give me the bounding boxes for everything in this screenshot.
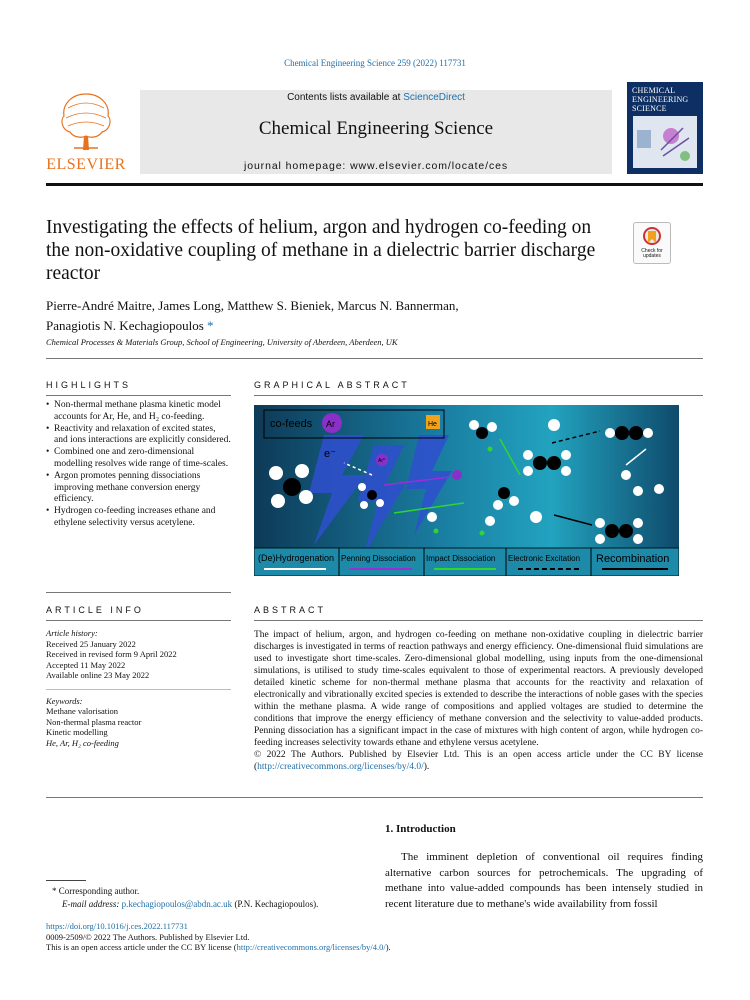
- section-heading: 1. Introduction: [385, 823, 456, 835]
- oa-license-link[interactable]: http://creativecommons.org/licenses/by/4.0/: [236, 942, 386, 952]
- history-label: Article history:: [46, 628, 98, 638]
- highlight-item: • Combined one and zero-dimensional modelling resolves wide range of time-scales.: [46, 447, 231, 471]
- legend-label: Recombination: [596, 553, 670, 565]
- divider: [46, 620, 231, 621]
- authors-line: [46, 316, 646, 336]
- doi-link[interactable]: https://doi.org/10.1016/j.ces.2022.117731: [46, 921, 188, 931]
- corresponding-author-mark[interactable]: *: [207, 318, 214, 333]
- legend-label: Impact Dissociation: [426, 554, 496, 563]
- license-prefix: © 2022 The Authors. Published by Elsevier Ltd. This is an open access article under the CC BY license (: [254, 750, 703, 772]
- issn-line: 0009-2509/© 2022 The Authors. Published by Elsevier Ltd.: [46, 931, 250, 942]
- divider: [46, 689, 231, 690]
- cofeeds-label: co-feeds: [270, 418, 313, 430]
- argon-ion: [452, 470, 462, 480]
- cover-title-line: CHEMICAL: [632, 86, 676, 95]
- open-access-line: [46, 942, 466, 953]
- legend-label: Penning Dissociation: [341, 554, 416, 563]
- highlight-item: • Non-thermal methane plasma kinetic model accounts for Ar, He, and H₂ co-feeding.: [46, 400, 231, 424]
- article-title-line: Investigating the effects of helium, argon and hydrogen co-feeding on: [46, 217, 592, 238]
- journal-name: Chemical Engineering Science: [258, 118, 494, 139]
- affiliation: Chemical Processes & Materials Group, School of Engineering, University of Aberdeen, Aberdeen, UK: [46, 337, 398, 347]
- footnote-email-line: [46, 898, 366, 911]
- highlight-item: • Hydrogen co-feeding increases ethane and ethylene selectivity versus acetylene.: [46, 506, 231, 530]
- highlights-list: [46, 400, 231, 530]
- abstract-heading: ABSTRACT: [254, 605, 327, 615]
- divider: [46, 395, 231, 396]
- highlight-item: • Argon promotes penning dissociations improving methane conversion energy efficiency.: [46, 471, 231, 506]
- history-item: Received in revised form 9 April 2022: [46, 649, 177, 659]
- homepage-prefix: journal homepage:: [243, 160, 351, 172]
- article-title-line: the non-oxidative coupling of methane in a dielectric barrier discharge: [46, 240, 596, 261]
- argon-ion-label: Ar*: [378, 458, 385, 464]
- electron-dot: [488, 447, 493, 452]
- history-item: Accepted 11 May 2022: [46, 659, 126, 670]
- oa-suffix: ).: [385, 942, 391, 952]
- elsevier-logo: [46, 86, 126, 176]
- electron-dot: [480, 531, 485, 536]
- keyword: Non-thermal plasma reactor: [46, 716, 142, 727]
- keyword: Kinetic modelling: [46, 727, 108, 737]
- license-link[interactable]: http://creativecommons.org/licenses/by/4.0/: [257, 762, 424, 772]
- divider: [46, 592, 231, 593]
- badge-text-line: Check for: [641, 248, 663, 254]
- footnote: [46, 885, 366, 910]
- oa-prefix: This is an open access article under the CC BY license (: [46, 942, 237, 952]
- electron-dot: [434, 529, 439, 534]
- article-title-line: reactor: [46, 263, 101, 284]
- divider: [46, 358, 703, 359]
- journal-cover-image: [627, 82, 703, 174]
- cover-title: [632, 86, 700, 113]
- contents-prefix: Contents lists available at: [287, 92, 404, 103]
- article-title: [46, 216, 626, 285]
- divider: [46, 797, 703, 798]
- keywords-label: Keywords:: [46, 695, 83, 706]
- divider: [254, 395, 703, 396]
- header-rule: [46, 183, 703, 186]
- cover-title-line: ENGINEERING: [632, 95, 689, 104]
- highlights-heading: HIGHLIGHTS: [46, 380, 132, 390]
- footnote-mark: *: [52, 886, 57, 896]
- bottom-info: [46, 921, 466, 953]
- footnote-rule: [46, 880, 86, 881]
- introduction-text: The imminent depletion of conventional oil requires finding alternative carbon sources for petrochemicals. The upgrading of methane into value-added compounds has been intensely studied in recent literature due to methane's wide availability from fossil: [385, 851, 703, 910]
- keyword: Methane valorisation: [46, 706, 118, 716]
- bookmark-icon: [643, 227, 661, 247]
- helium-label: He: [428, 421, 437, 428]
- cover-artwork-icon: [633, 116, 697, 168]
- abstract-text: The impact of helium, argon, and hydrogen co-feeding on methane non-oxidative coupling in dielectric barrier discharges is investigated in terms of reaction pathways and energy efficiency. One-dimensional fluid simulations are used to investigate short time-scales. Zero-dimensional global modelling, using inputs from the one-dimensional simulations, is utilised to study time-scales equivalent to those of experimental reactors. A previously developed detailed kinetic scheme for non-thermal methane plasma that accounts for the reactivity and relaxation of electronically and vibrationally excited species is extended to describe the interactions of noble gases with the species within the methane plasma. A wide range of compositions and applied voltages are studied to determine the conditions that improve the energy efficiency of methane conversion and the selectivity to value-added products. Penning dissociation has a significant impact in the case of mixtures with high content of argon, while hydrogen co-feeding increases selectivity towards ethane and ethylene versus acetylene.: [254, 630, 703, 748]
- badge-text: [634, 249, 670, 259]
- email-link[interactable]: p.kechagiopoulos@abdn.ac.uk: [121, 898, 233, 909]
- author-name: Panagiotis N. Kechagiopoulos: [46, 318, 204, 333]
- license-suffix: ).: [423, 762, 430, 772]
- contents-line: [140, 92, 612, 103]
- article-info-heading: ARTICLE INFO: [46, 605, 144, 615]
- divider: [254, 620, 703, 621]
- graphical-abstract-figure: [254, 405, 679, 576]
- journal-citation[interactable]: Chemical Engineering Science 259 (2022) 117731: [284, 58, 466, 68]
- email-suffix: (P.N. Kechagiopoulos).: [234, 898, 319, 909]
- badge-text-line: updates: [643, 253, 661, 259]
- cover-title-line: SCIENCE: [632, 104, 667, 113]
- article-info: [46, 628, 231, 748]
- electron-label: e⁻: [324, 448, 336, 460]
- abstract-license: [254, 749, 703, 773]
- elsevier-wordmark: ELSEVIER: [46, 156, 126, 173]
- journal-header-band: [140, 90, 612, 174]
- author-list: [46, 296, 646, 336]
- history-item: Available online 23 May 2022: [46, 670, 150, 680]
- footnote-line: [46, 885, 366, 898]
- homepage-link[interactable]: www.elsevier.com/locate/ces: [350, 160, 509, 172]
- graphical-abstract-heading: GRAPHICAL ABSTRACT: [254, 380, 410, 390]
- abstract-body: [254, 629, 703, 773]
- footnote-label: Corresponding author.: [58, 886, 140, 896]
- sciencedirect-link[interactable]: ScienceDirect: [403, 92, 465, 103]
- history-item: Received 25 January 2022: [46, 638, 136, 649]
- keyword: He, Ar, H₂ co-feeding: [46, 737, 119, 748]
- authors-line: Pierre-André Maitre, James Long, Matthew S. Bieniek, Marcus N. Bannerman,: [46, 298, 459, 313]
- argon-label: Ar: [326, 419, 335, 429]
- journal-homepage: [140, 160, 612, 172]
- elsevier-tree-icon: [54, 86, 118, 152]
- email-label: E-mail address:: [62, 898, 120, 909]
- check-for-updates-badge[interactable]: [633, 222, 671, 264]
- highlight-item: • Reactivity and relaxation of excited states, and ions interactions are explicitly considered.: [46, 424, 231, 448]
- legend-label: Electronic Excitation: [508, 554, 581, 563]
- legend-label: (De)Hydrogenation: [258, 553, 335, 563]
